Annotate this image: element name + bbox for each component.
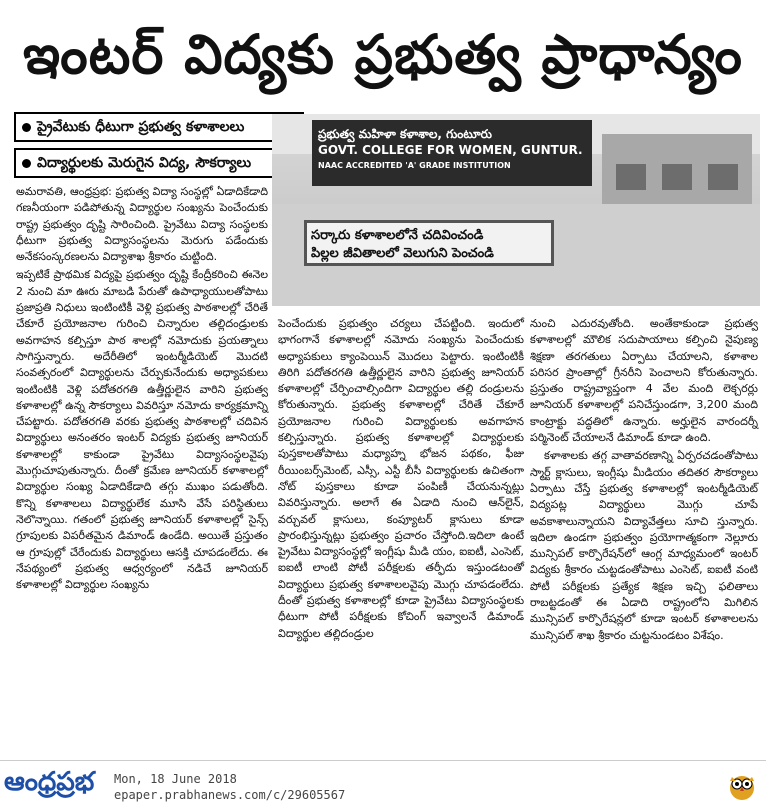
paragraph: పెంచేందుకు ప్రభుత్వం చర్యలు చేపట్టింది. ఇందులో భాగంగానే కళాశాలల్లో నమోదు సంఖ్యను పెంచేందుకు అధ్యాపకులు క్యాంపెయిన్ మొదలు పెట్టారు. ఇంటింటికీ తిరిగి పదోతరగతి ఉత్తీర్ణులైన వారిని ప్రభుత్వ జూనియర్ కళాశాలల్లో చేర్పించాల్సిందిగా విద్యార్థుల తల్లి దండ్రులను కోరుతున్నారు. ప్రభుత్వ కళాశాలల్లో చేరితే చేకూరే ప్రయోజనాల గురించి విద్యార్థులకు అవగాహన కల్పిస్తున్నారు. ప్రభుత్వ కళాశాలల్లో విద్యార్థులకు పుస్తకాలతోపాటు మధ్యాహ్న భోజన పథకం, ఫీజు రీయింబర్స్‌మెంట్, ఎస్సీ, ఎస్టీ బీసీ విద్యార్థులకు ఉచితంగా నోట్ పుస్తకాలు కూడా పంపిణీ చేయనున్నట్లు వివరిస్తున్నారు. అలాగే ఈ ఏడాది నుంచి ఆన్‌లైన్, వర్చువల్ క్లాసులు, కంప్యూటర్ క్లాసులు కూడా ప్రారంభిస్తున్నట్లు ప్రభుత్వం ప్రచారం చేస్తోంది.ఇదిలా ఉంటే ప్రైవేటు విద్యాసంస్థల్లో ఇంగ్లీషు మీడి యం, ఐఐటీ, ఎంసెట్, ఐఐటీ లాంటి పోటీ పరీక్షలకు తర్ఫీదు ఇస్తుండటంతో విద్యార్థులు ప్రభుత్వ కళాశాలలవైపు మొగ్గు చూపడంలేదు. దీంతో ప్రభుత్వ కళాశాలల్లో కూడా ప్రైవేటు విద్యాసంస్థలకు ధీటుగా పోటీ పరీక్షలకు కోచింగ్ ఇవ్వాలనే డిమాండ్ విద్యార్థుల తల్లిదండ్రుల <box>278 317 524 640</box>
article-column-2 <box>278 316 524 644</box>
headline: ఇంటర్ విద్యకు ప్రభుత్వ ప్రాధాన్యం <box>23 22 743 86</box>
footer-meta <box>114 771 345 803</box>
window <box>662 164 692 190</box>
owl-icon <box>726 769 758 801</box>
slogan-line: సర్కారు కళాశాలలోనే చదివించండి <box>311 228 484 243</box>
paragraph: కళాశాలకు తగ్గ వాతావరణాన్ని ఏర్పరచడంతోపాటు స్మార్ట్ క్లాసులు, ఇంగ్లీషు మీడియం తదితర సౌకర్యాలు ఏర్పాటు చేస్తే ప్రభుత్వ కళాశాలల్లో ఇంటర్మీడియెట్ విద్యపట్ల విద్యార్థులు మొగ్గు చూపే అవకాశాలున్నాయని విద్యావేత్తలు సూచి స్తున్నారు. ఇదిలా ఉండగా ప్రభుత్వం ప్రయోగాత్మకంగా నెల్లూరు మున్సిపల్ కార్పొరేషన్‌లో ఆంగ్ల మాధ్యమంలో ఇంటర్ విద్యకు శ్రీకారం చుట్టడంతోపాటు ఎంసెట్, ఐఐటీ వంటి పోటీ పరీక్షలకు ప్రత్యేక శిక్షణ ఇచ్చి ఫలితాలు రాబట్టడంతో ఈ ఏడాది రాష్ట్రంలోని మిగిలిన మున్సిపల్ కార్పొరేషన్లలో కూడా ఇంటర్ కళాశాలలను మున్సిపల్ శాఖ శ్రీకారం చుట్టనుండటం విశేషం. <box>530 449 758 642</box>
slogan-line: పిల్లల జీవితాలలో వెలుగుని పెంచండి <box>311 246 494 261</box>
bullet-icon <box>22 159 31 168</box>
footer <box>0 760 766 806</box>
subheading-text: ప్రైవేటుకు ధీటుగా ప్రభుత్వ కళాశాలలు <box>37 119 245 135</box>
publication-date: Mon, 18 June 2018 <box>114 772 237 786</box>
paragraph: నుంచి ఎదురవుతోంది. అంతేకాకుండా ప్రభుత్వ కళాశాలల్లో మౌలిక సదుపాయాలు కల్పించి నైపుణ్య శిక్షణా తరగతులు ఏర్పాటు చేయాలని, కళాశాల పరిసర ప్రాంతాల్లో గ్రీనరీని పెంచాలని కోరుతున్నారు. ప్రస్తుతం రాష్ట్రవ్యాప్తంగా 4 వేల మంది లెక్చరర్లు జూనియర్ కళాశాలల్లో పనిచేస్తుండగా, 3,200 మంది కాంట్రాక్టు పద్ధతిలో ఉన్నారు. అర్హులైన వారందర్నీ పర్మినెంట్ చేయాలనే డిమాండ్ కూడా ఉంది. <box>530 317 758 445</box>
window <box>708 164 738 190</box>
paragraph: అమరావతి, ఆంధ్రప్రభ: ప్రభుత్వ విద్యా సంస్థల్లో ఏడాదికేడాది గణనీయంగా పడిపోతున్న విద్యార్థుల సంఖ్యను పెంచేందుకు రాష్ట్ర ప్రభుత్వం దృష్టి సారించింది. ప్రైవేటు విద్యా సంస్థలకు ధీటుగా ప్రభుత్వ విద్యాసంస్థలను మెరుగు పడేందుకు అనేకసంస్కరణలను విద్యాశాఖ శ్రీకారం చుట్టింది. <box>16 185 268 264</box>
subheadings <box>14 112 304 184</box>
window <box>616 164 646 190</box>
newspaper-logo: ఆంధ్రప్రభ <box>4 767 95 797</box>
article-photo <box>272 114 760 306</box>
bullet-icon <box>22 123 31 132</box>
article-column-1 <box>16 184 268 595</box>
subheading-text: విద్యార్థులకు మెరుగైన విద్య, సౌకర్యాలు <box>37 155 252 171</box>
sign-text-english: GOVT. COLLEGE FOR WOMEN, GUNTUR. <box>318 143 583 157</box>
sign-text-accreditation: NAAC ACCREDITED 'A' GRADE INSTITUTION <box>318 161 511 170</box>
epaper-link[interactable]: epaper.prabhanews.com/c/29605567 <box>114 788 346 802</box>
subheading-bullet <box>14 112 304 142</box>
sign-text-telugu: ప్రభుత్వ మహిళా కళాశాల, గుంటూరు <box>318 127 492 141</box>
paragraph: ఇప్పటికే ప్రాథమిక విద్యపై ప్రభుత్వం దృష్టి కేంద్రీకరించి ఈనెల 2 నుంచి మా ఊరు మాబడి పేరుతో ఉపాధ్యాయులతోపాటు ప్రజాప్రతి నిధులు ఇంటింటికీ వెళ్లి ప్రభుత్వ పాఠశాలల్లో చేరితే చేకూరే ప్రయోజనాల గురించి చిన్నారుల తల్లిదండ్రులకు అవగాహన కల్పిస్తూ పాఠ శాలల్లో నమోదుకు ప్రయత్నాలు సాగిస్తున్నారు. అదేరీతిలో ఇంటర్మీడియెట్ మొదటి సంవత్సరంలో విద్యార్థులను చేర్పుకునేందుకు అధ్యాపకులు ఇంటింటికి వెళ్లి పదోతరగతి ఉత్తీర్ణులైన వారిని ప్రభుత్వ కళాశాలల్లో ఉన్న సౌకర్యాలు వివరిస్తూ నమోదు కార్యక్రమాన్ని చేపట్టారు. పదోతరగతి వరకు ప్రభుత్వ పాఠశాలల్లో చదివిన విద్యార్థులు అనంతరం ఇంటర్ విద్యకు ప్రభుత్వ జూనియర్ కళాశాలల్లో కాకుండా ప్రైవేటు విద్యాసంస్థలవైపు మొగ్గుచూపుతున్నారు. దీంతో క్రమేణ జూనియర్ కళాశాలల్లో విద్యార్థుల సంఖ్య ఏడాదికేడాది తగ్గు ముఖం పడుతోంది. కొన్ని కళాశాలలు విద్యార్థులేక మూసి వేసే పరిస్థితులు నెలొన్నాయి. గతంలో ప్రభుత్వ జూనియర్ కళాశాలల్లో సైన్స్ గ్రూపులకు విపరీతమైన డిమాండ్ ఉండేది. అయితే ప్రస్తుతం ఆ గ్రూపుల్లో చేరేందుకు విద్యార్థులు ఆసక్తి చూపడంలేదు. ఈ నేపథ్యంలో ప్రభుత్వ ఆధ్వర్యంలో నడిచే జూనియర్ కళాశాలల్లో విద్యార్థుల సంఖ్యను <box>16 268 268 592</box>
subheading-bullet <box>14 148 304 178</box>
wall-slogan <box>304 220 554 266</box>
college-signboard <box>312 120 592 186</box>
article-column-3 <box>530 316 758 646</box>
